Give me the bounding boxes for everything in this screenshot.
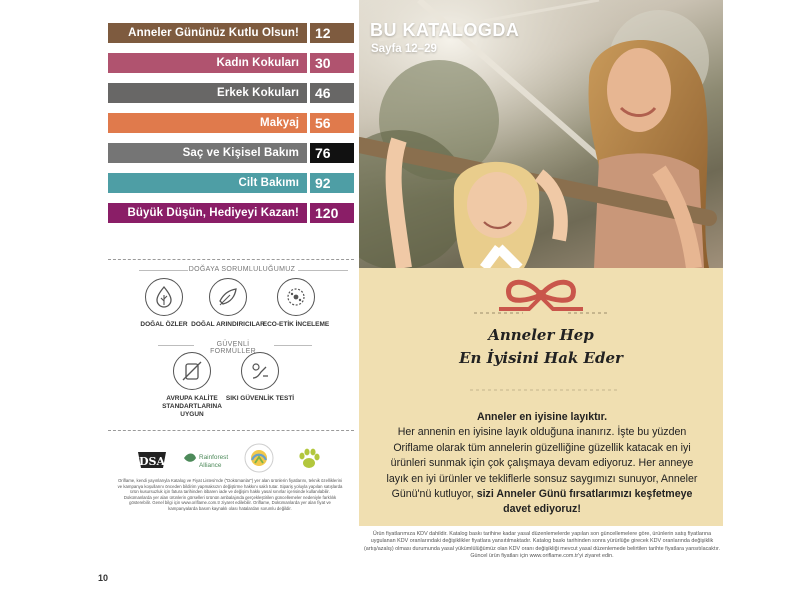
toc-page-number: 92 (310, 173, 354, 193)
badge-label: AVRUPA KALİTE STANDARTLARINA UYGUN (162, 395, 222, 418)
badge-label: DOĞAL ARINDIRICILAR (191, 321, 265, 328)
toc-page-number: 76 (310, 143, 354, 163)
badge-label: SIKI GÜVENLİK TESTİ (225, 395, 295, 402)
toc-page-number: 56 (310, 113, 354, 133)
svg-text:Rainforest: Rainforest (199, 454, 229, 461)
card-body-lead: Anneler en iyisine layıktır. (476, 411, 608, 423)
toc-page-number: 46 (310, 83, 354, 103)
price-note: Ürün fiyatlarımıza KDV dahildir. Katalog baskı tarihine kadar yasal düzenlemelerde yapılan son güncellemelere göre, ürünlerin satış fiyatlarına uygulanan KDV oranlarındaki değişiklikler fiyatlara yansıtılmaktadır. Katalog baskı tarihinden sonra yürürlüğe girecek KDV oranlarında değişiklik (artış/azalış) olması durumunda yasal yükümlülüğümüz olan KDV oranı değişikliği mevcut yasal düzenlemede belirtilen tarihte fiyatlara yansıtılacaktır. Güncel ürün fiyatları için www.oriflame.com.tr'yi ziyaret edin. (364, 531, 720, 560)
toc-section-label: Cilt Bakımı (108, 173, 307, 193)
card-headline-line-2: En İyisini Hak Eder (459, 349, 623, 367)
svg-text:Alliance: Alliance (199, 462, 222, 469)
toc-section-label: Makyaj (108, 113, 307, 133)
toc-section-label: Büyük Düşün, Hediyeyi Kazan! (108, 203, 307, 223)
toc-page-number: 12 (310, 23, 354, 43)
card-headline-line-1: Anneler Hep (488, 326, 594, 344)
card-body (380, 410, 704, 518)
toc-section-label: Anneler Gününüz Kutlu Olsun! (108, 23, 307, 43)
card-body-main: Her annenin en iyisine layık olduğuna inanırız. İşte bu yüzden Oriflame olarak tüm annelerin güzelliğine güzellik katacak en iyi ürünleri sunmak için çok çalışmaya devam ediyoruz. Her anneye layık en iyi ürünler ve tekliflerle sonsuz saygımızı sunuyor, Anneler Günü'nü kutluyor, (386, 426, 698, 501)
toc-section-label: Erkek Kokuları (108, 83, 307, 103)
dsa-logo-text: DSA (138, 455, 166, 468)
badge-label: DOĞAL ÖZLER (140, 321, 188, 328)
card-body-cta: sizi Anneler Günü fırsatlarımızı keşfetmeye davet ediyoruz! (476, 488, 693, 516)
toc-page-number: 30 (310, 53, 354, 73)
catalog-highlight-pages: Sayfa 12–29 (371, 43, 437, 55)
sustainability-title: DOĞAYA SORUMLULUĞUMUZ (188, 266, 296, 273)
legal-disclaimer: Oriflame, kendi yayınlarıyla Katalog ve Fiyat Listesi'nde (“Dokümanlar”) yer alan ürünlerin fiyatlarını, teknik özelliklerini ve kampanya koşullarını önceden bildirim yapmaksızın değiştirme hakkını saklı tutar. Sipariş yoluyla yapılan satışlarda ürün kusursuzluk için fatura tarihinden itibaren iade ve değişim hakkı yasal sınırlar içerisinde kullanılabilir. Dokümanlarda yer alan ürünlerin görselleri ürünün ambalajında gerçekleştirilen güncellemeler nedeniyle farklılık gösterebilir. Genel bilgi için www.oriflame.com.tr ziyaret edilebilir. Oriflame, Dokümanlarda yer alan fiyat ve kampanyalarda basım kaynaklı olası hatalardan sorumlu değildir. (117, 478, 343, 511)
badge-label: ECO-ETİK İNCELEME (262, 321, 330, 328)
toc-page-number: 120 (310, 203, 354, 223)
toc-section-label: Saç ve Kişisel Bakım (108, 143, 307, 163)
safety-title: GÜVENLİ FORMÜLLER (210, 341, 256, 355)
toc-section-label: Kadın Kokuları (108, 53, 307, 73)
catalog-highlight-title: BU KATALOGDA (370, 20, 520, 40)
page-number: 10 (98, 573, 109, 583)
